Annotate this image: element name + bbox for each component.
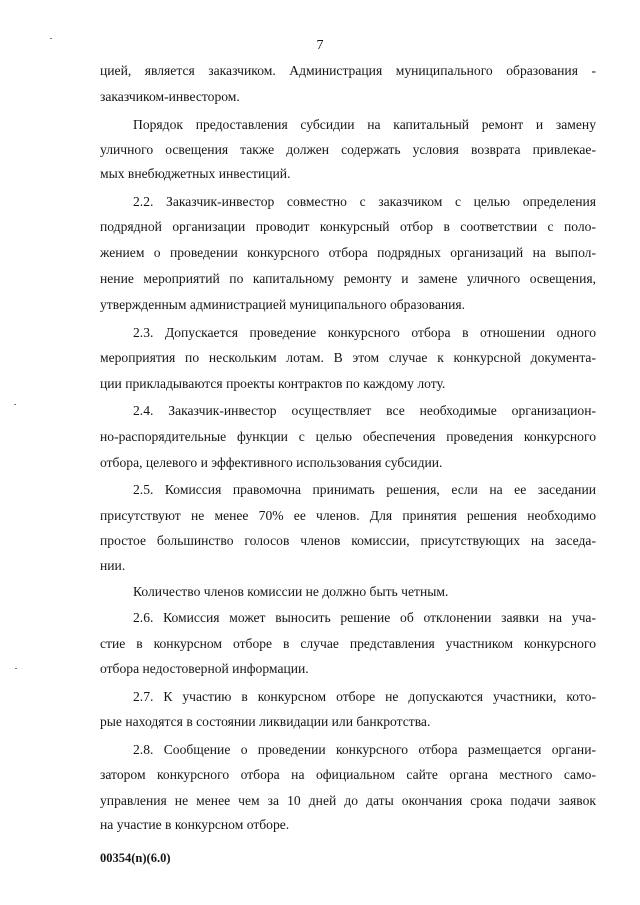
paragraph-first-line: Порядок предоставления субсидии на капитальный ремонт и замену <box>133 117 596 132</box>
paragraph-first-line: 2.5. Комиссия правомочна принимать решения, если на ее заседании <box>133 482 596 497</box>
text-line: уличного освещения также должен содержать условия возврата привлекае- <box>100 142 596 157</box>
text-line: стие в конкурсном отборе в случае представления участником конкурсного <box>100 636 596 651</box>
text-line: отбора, целевого и эффективного использования субсидии. <box>100 455 443 470</box>
text-line: жением о проведении конкурсного отбора подрядных организаций на выпол- <box>100 245 596 260</box>
text-line: присутствуют не менее 70% ее членов. Для принятия решения необходимо <box>100 508 596 523</box>
text-line: управления не менее чем за 10 дней до даты окончания срока подачи заявок <box>100 793 596 808</box>
text-line: но-распорядительные функции с целью обеспечения проведения конкурсного <box>100 429 596 444</box>
text-line: подрядной организации проводит конкурсный отбор в соответствии с поло- <box>100 219 596 234</box>
text-line: нение мероприятий по капитальному ремонту и замене уличного освещения, <box>100 271 596 286</box>
text-line: затором конкурсного отбора на официальном сайте органа местного само- <box>100 767 596 782</box>
document-code: 00354(n)(6.0) <box>100 851 171 865</box>
text-line: на участие в конкурсном отборе. <box>100 817 290 832</box>
text-line: простое большинство голосов членов комиссии, присутствующих на заседа- <box>100 533 596 548</box>
text-line: мых внебюджетных инвестиций. <box>100 166 291 181</box>
text-line: утвержденным администрацией муниципального образования. <box>100 297 466 312</box>
scan-speck <box>15 668 17 669</box>
text-line: нии. <box>100 558 126 573</box>
text-line: заказчиком-инвестором. <box>100 89 240 104</box>
paragraph-first-line: 2.6. Комиссия может выносить решение об отклонении заявки на уча- <box>133 610 596 625</box>
text-line: отбора недостоверной информации. <box>100 661 309 676</box>
scan-speck <box>14 404 16 405</box>
paragraph-first-line: 2.3. Допускается проведение конкурсного отбора в отношении одного <box>133 325 596 340</box>
paragraph-first-line: Количество членов комиссии не должно быть четным. <box>133 584 449 599</box>
paragraph-first-line: 2.8. Сообщение о проведении конкурсного отбора размещается органи- <box>133 742 596 757</box>
text-line: цией, является заказчиком. Администрация муниципального образования - <box>100 63 596 78</box>
text-line: рые находятся в состоянии ликвидации или банкротства. <box>100 714 431 729</box>
page-number: 7 <box>316 38 324 53</box>
paragraph-first-line: 2.4. Заказчик-инвестор осуществляет все необходимые организацион- <box>133 403 596 418</box>
paragraph-first-line: 2.7. К участию в конкурсном отборе не допускаются участники, кото- <box>133 689 596 704</box>
text-line: ции прикладываются проекты контрактов по каждому лоту. <box>100 376 446 391</box>
text-line: мероприятия по нескольким лотам. В этом случае к конкурсной документа- <box>100 350 596 365</box>
paragraph-first-line: 2.2. Заказчик-инвестор совместно с заказчиком с целью определения <box>133 194 596 209</box>
